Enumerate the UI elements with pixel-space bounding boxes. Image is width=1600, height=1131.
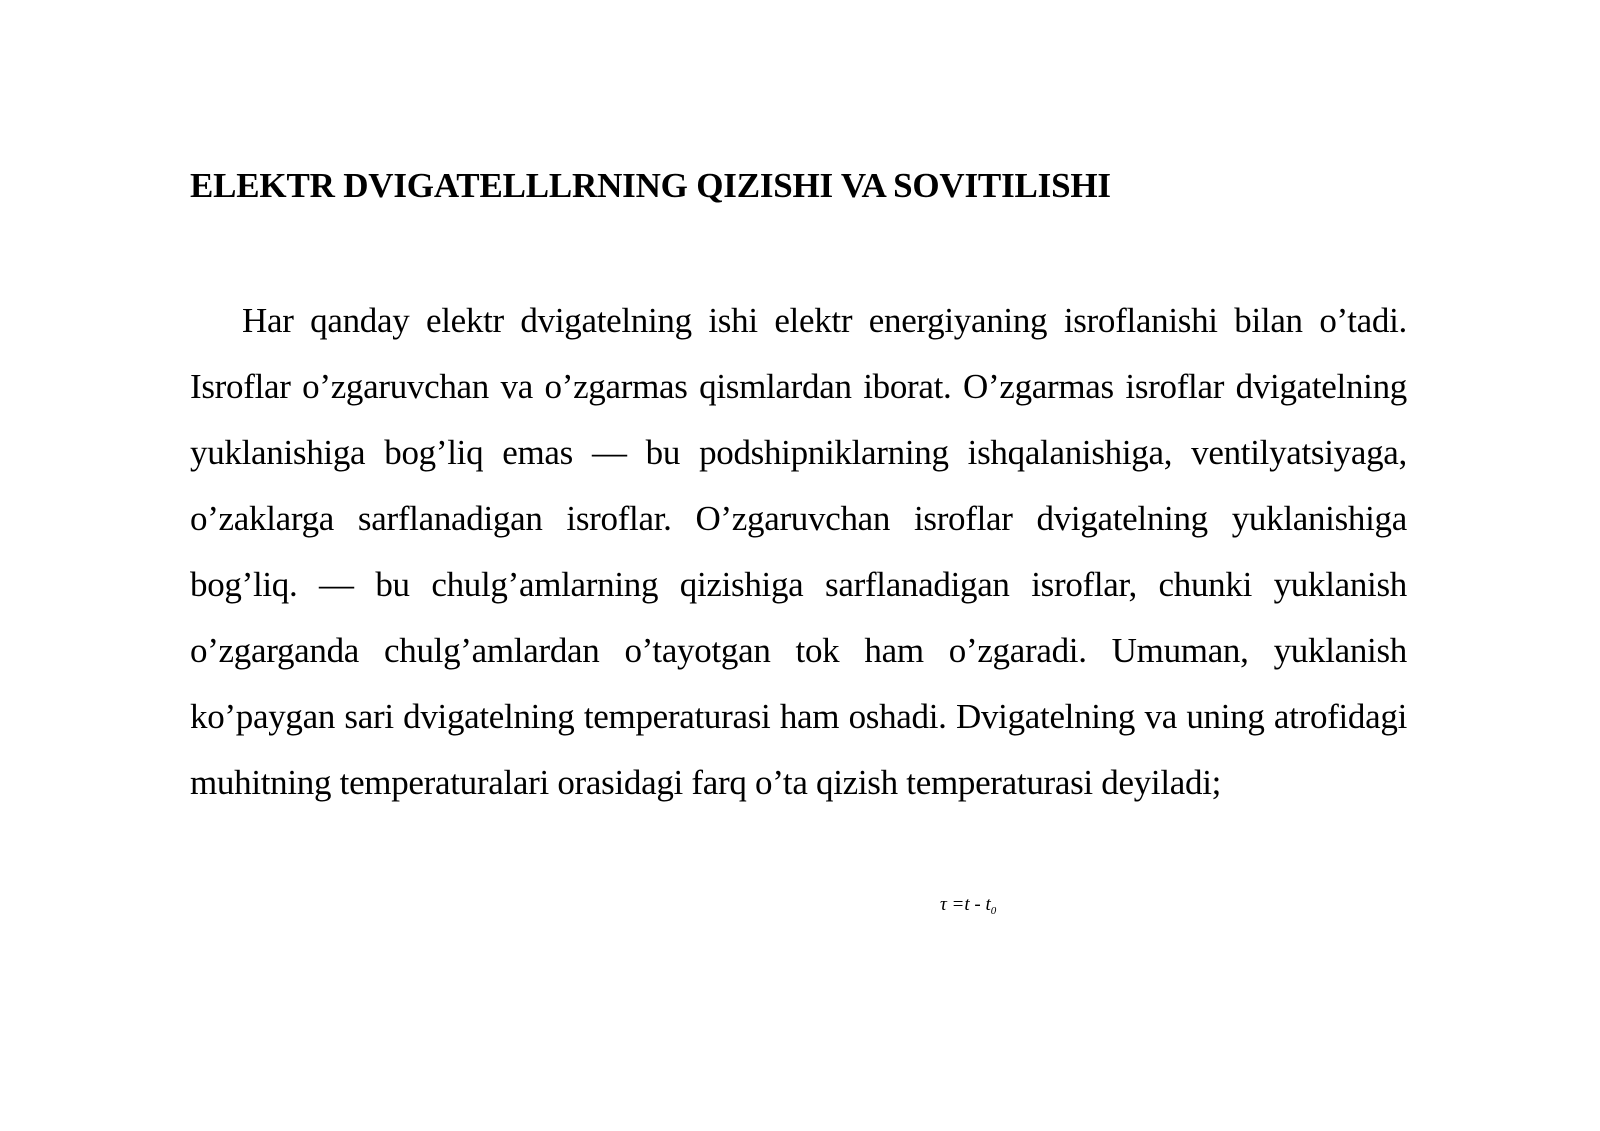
- formula-subscript: 0: [990, 905, 997, 917]
- body-paragraph: Har qanday elektr dvigatelning ishi elektr energiyaning isroflanishi bilan o’tadi. Isroflar o’zgaruvchan va o’zgarmas qismlardan iborat. O’zgarmas isroflar dvigatelning yuklanishiga bog’liq emas — bu podshipniklarning ishqalanishiga, ventilyatsiyaga, o’zaklarga sarflanadigan isroflar. O’zgaruvchan isroflar dvigatelning yuklanishiga bog’liq. — bu chulg’amlarning qizishiga sarflanadigan isroflar, chunki yuklanish o’zgarganda chulg’amlardan o’tayotgan tok ham o’zgaradi. Umuman, yuklanish ko’paygan sari dvigatelning temperaturasi ham oshadi. Dvigatelning va uning atrofidagi muhitning temperaturalari orasidagi farq o’ta qizish temperaturasi deyiladi;: [190, 301, 1407, 802]
- formula-main: τ =t - t: [940, 894, 991, 915]
- page-title: ELEKTR DVIGATELLLRNING QIZISHI VA SOVITILISHI: [190, 166, 1111, 205]
- overheat-formula: [940, 893, 996, 923]
